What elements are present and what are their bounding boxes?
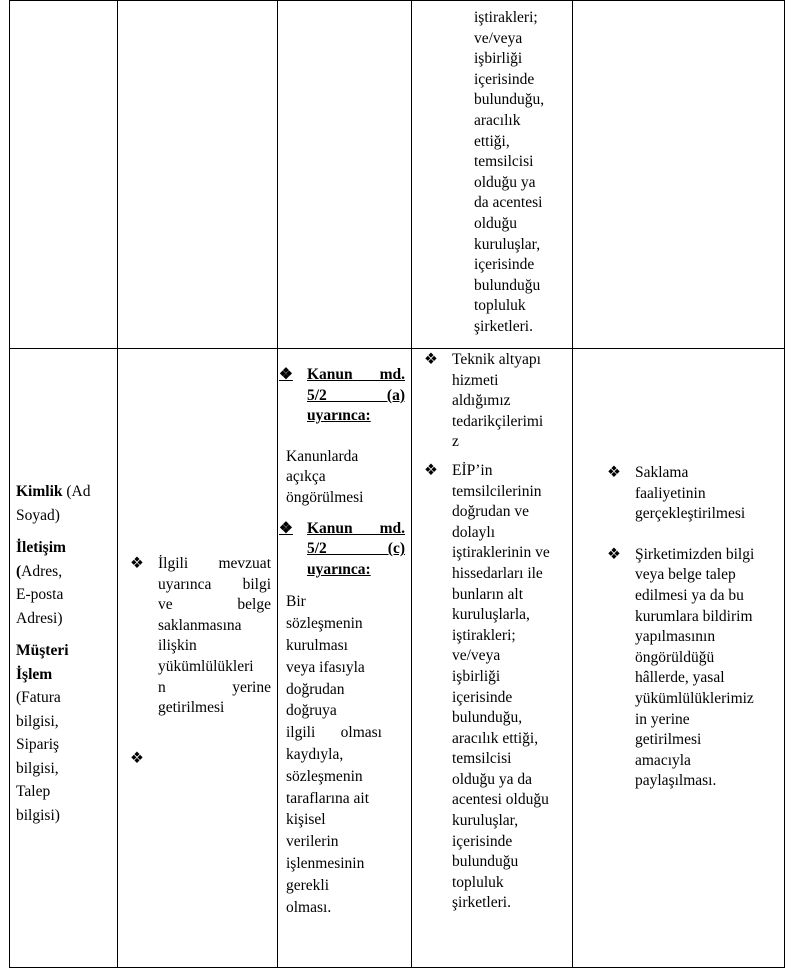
purpose-cell xyxy=(130,554,271,770)
text-line: hizmeti xyxy=(452,371,499,389)
col-divider xyxy=(9,0,10,968)
text-line: Saklama xyxy=(635,464,689,481)
text-line: ettiği, xyxy=(474,132,510,150)
text-line: EİP’in xyxy=(452,461,493,479)
text-line: içerisinde xyxy=(452,688,513,706)
text-line: topluluk xyxy=(452,873,504,891)
text-line: bulunduğu xyxy=(452,853,519,871)
text-line: doğrudan ve xyxy=(452,503,530,521)
text-line: kuruluşlar, xyxy=(474,235,541,253)
text-line: bunların alt xyxy=(452,585,524,603)
bullet-icon: ❖ xyxy=(424,351,438,368)
text-line: doğruya xyxy=(286,702,337,720)
text-line: İlgili mevzuat xyxy=(158,555,271,572)
text-line: işlenmesinin xyxy=(286,854,365,872)
text-line: içerisinde xyxy=(474,256,535,274)
text-line: verilerin xyxy=(286,833,339,851)
text-line: gerekli xyxy=(286,876,330,894)
text-line: faaliyetinin xyxy=(635,484,706,502)
text-line: olduğu xyxy=(474,214,518,232)
text-line: getirilmesi xyxy=(635,731,702,749)
text-line: bulunduğu, xyxy=(452,709,523,727)
text-line: öngörülmesi xyxy=(286,488,364,506)
heading-line: uyarınca: xyxy=(307,407,371,425)
col-divider xyxy=(277,0,278,968)
table-border-top xyxy=(9,0,785,1)
text-line: iştirakleri; xyxy=(452,626,516,644)
text-line: saklanmasına xyxy=(158,616,242,634)
col-divider xyxy=(411,0,412,968)
text-line: temsilcisi xyxy=(452,750,512,768)
table-border-bottom xyxy=(9,967,785,968)
text-line: doğrudan xyxy=(286,680,345,698)
text-line: Adresi) xyxy=(16,609,63,627)
text-line: hâllerde, yasal xyxy=(635,669,725,687)
text-line: ve/veya xyxy=(452,647,501,665)
col-divider xyxy=(784,0,785,968)
text-line: getirilmesi xyxy=(158,699,225,717)
text-line: olması. xyxy=(286,898,332,916)
text-line: hissedarları ile xyxy=(452,564,543,582)
text-line: E-posta xyxy=(16,586,64,603)
bullet-icon: ❖ xyxy=(130,555,144,572)
text-line: Şirketimizden bilgi xyxy=(635,545,755,563)
text-line: kurumlara bildirim xyxy=(635,607,753,625)
col-divider xyxy=(117,0,118,968)
bullet-icon: ❖ xyxy=(279,366,293,383)
text-line: (Fatura xyxy=(16,689,61,706)
text-line: sözleşmenin xyxy=(286,615,363,633)
text-line: ilgili olması xyxy=(286,724,382,742)
text-line: kuruluşlar, xyxy=(452,812,519,830)
legal-basis-c-text xyxy=(279,591,382,918)
text-line: in yerine xyxy=(635,710,690,728)
row-divider xyxy=(9,348,785,349)
text-line: iştiraklerinin ve xyxy=(452,544,550,562)
kimlik-label: Kimlik xyxy=(16,483,63,500)
transfer-item xyxy=(607,463,783,525)
text-line: acentesi olduğu xyxy=(452,791,549,809)
purpose-item-empty xyxy=(130,749,271,770)
text-line: Kanunlarda xyxy=(286,447,359,465)
text-line: açıkça xyxy=(286,468,326,486)
text-line: kaydıyla, xyxy=(286,745,344,763)
recipient-item xyxy=(424,350,570,453)
text-line: bilgisi, xyxy=(16,759,59,777)
text-line: Bir xyxy=(286,593,306,611)
text-line: temsilcilerinin xyxy=(452,482,542,500)
text-line: taraflarına ait xyxy=(286,789,370,807)
musteri-label-2: İşlem xyxy=(16,665,53,683)
bullet-icon: ❖ xyxy=(424,461,438,479)
text-line: uyarınca bilgi xyxy=(158,575,271,593)
text-line: ve belge xyxy=(158,596,271,614)
text-line: aracılık ettiği, xyxy=(452,729,539,747)
text-line: ve/veya xyxy=(474,29,523,47)
text-line: yükümlülüklerimiz xyxy=(635,689,754,707)
iletisim-label: İletişim xyxy=(16,539,66,556)
legal-basis-c-heading xyxy=(279,519,405,581)
paren: ( xyxy=(16,562,22,580)
text-line: kişisel xyxy=(286,811,326,829)
text-line: bulunduğu, xyxy=(474,91,545,109)
heading-line: uyarınca: xyxy=(307,560,371,578)
text-line: paylaşılması. xyxy=(635,772,717,790)
text-line: içerisinde xyxy=(452,832,513,850)
text-line: Teknik altyapı xyxy=(452,351,541,368)
text-line: temsilcisi xyxy=(474,153,534,171)
iletisim-detail: Adres, xyxy=(21,562,63,580)
kimlik-detail: (Ad xyxy=(62,483,91,500)
col-divider xyxy=(572,0,573,968)
heading-line: Kanun md. xyxy=(307,366,405,383)
text-line: amacıyla xyxy=(635,751,691,769)
text-line: yapılmasının xyxy=(635,628,716,646)
text-line: sözleşmenin xyxy=(286,767,363,785)
text-line: Soyad) xyxy=(16,506,60,524)
top-row-recipients-cell xyxy=(474,8,569,338)
bullet-icon: ❖ xyxy=(279,519,293,537)
text-line: Sipariş xyxy=(16,736,60,753)
text-line: da acentesi xyxy=(474,194,543,212)
bullet-icon: ❖ xyxy=(607,545,621,563)
text-line: yükümlülükleri xyxy=(158,657,254,675)
legal-basis-a-text xyxy=(279,447,405,509)
text-line: olduğu ya da xyxy=(452,770,533,788)
transfer-purpose-cell xyxy=(607,463,783,792)
text-line: z xyxy=(452,433,459,451)
iletisim-line xyxy=(16,560,114,584)
text-line: içerisinde xyxy=(474,70,535,88)
text-line: iştirakleri; xyxy=(474,9,538,26)
text-line: edilmesi ya da bu xyxy=(635,586,744,604)
bullet-icon: ❖ xyxy=(130,749,144,767)
text-line: tedarikçilerimi xyxy=(452,412,544,430)
text-line: n yerine xyxy=(158,678,271,696)
text-line: gerçekleştirilmesi xyxy=(635,505,746,523)
data-category-cell xyxy=(16,480,114,827)
text-line: bilgisi, xyxy=(16,712,59,730)
text-line: kurulması xyxy=(286,636,348,654)
legal-basis-cell xyxy=(279,365,405,918)
heading-line: 5/2 (a) xyxy=(307,386,405,404)
text-line: kuruluşlarla, xyxy=(452,606,530,624)
text-line: işbirliği xyxy=(452,667,501,685)
purpose-item xyxy=(130,554,271,719)
text-line: aracılık xyxy=(474,111,521,129)
text-line: veya ifasıyla xyxy=(286,658,365,676)
bullet-icon: ❖ xyxy=(607,464,621,481)
text-line: Talep xyxy=(16,783,51,800)
text-line: aldığımız xyxy=(452,392,511,410)
text-line: öngörüldüğü xyxy=(635,648,715,666)
text-line: işbirliği xyxy=(474,50,523,68)
text-line: topluluk xyxy=(474,297,526,315)
heading-line: 5/2 (c) xyxy=(307,540,405,558)
text-line: dolaylı xyxy=(452,523,496,541)
text-line: bulunduğu xyxy=(474,276,541,294)
musteri-label: Müşteri xyxy=(16,642,69,659)
text-line: olduğu ya xyxy=(474,173,536,191)
legal-basis-a-heading xyxy=(279,365,405,427)
recipient-item xyxy=(424,461,570,914)
recipients-cell xyxy=(424,350,570,914)
text-line: şirketleri. xyxy=(474,317,533,335)
kimlik-line xyxy=(16,480,114,504)
text-line: veya belge talep xyxy=(635,566,736,584)
heading-line: Kanun md. xyxy=(307,519,405,537)
text-line: şirketleri. xyxy=(452,894,511,912)
transfer-item xyxy=(607,545,783,792)
text-line: ilişkin xyxy=(158,637,197,655)
text-line: bilgisi) xyxy=(16,806,60,824)
